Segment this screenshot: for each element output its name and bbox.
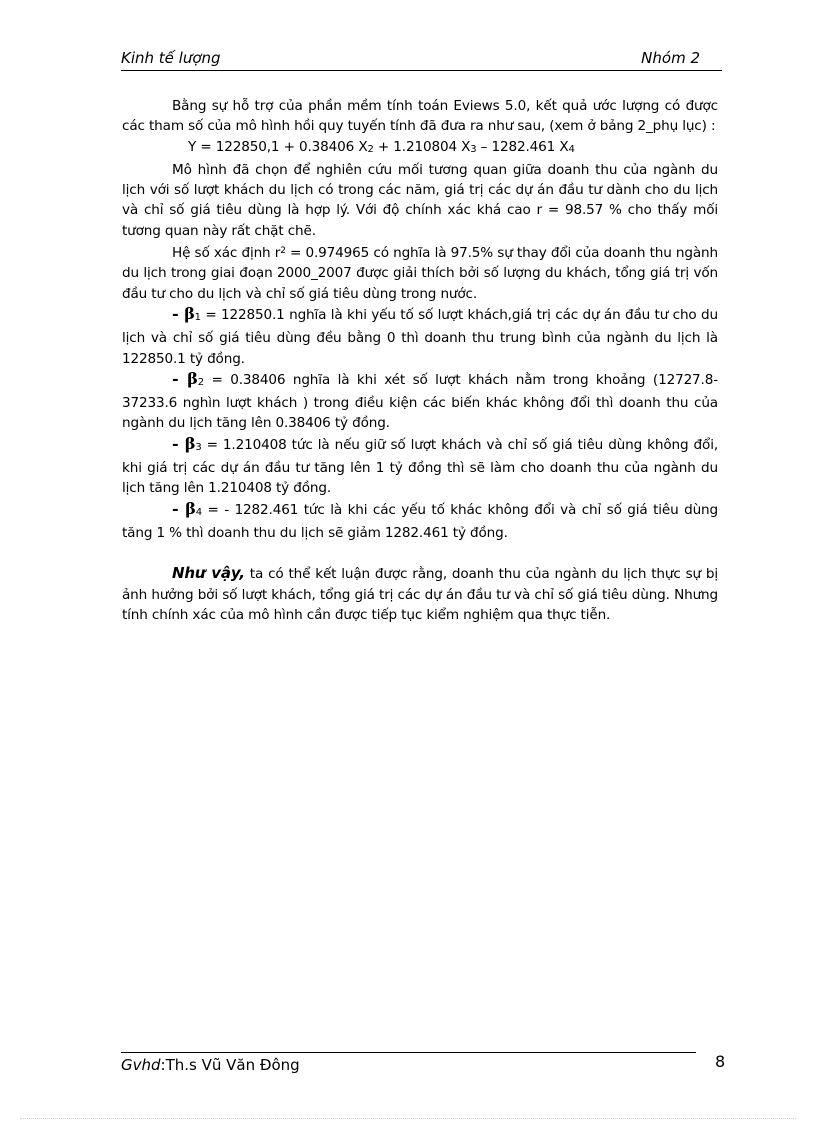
paragraph-beta-1: - $\beta_1 = 122850.1$ nghĩa là khi yếu tố số lượt khách,giá trị các dự án đầu tư cho du lịch và chỉ số giá tiêu dùng đều bằng 0 thì doanh thu trung bình của ngành du lịch là 122850.1 tỷ đồng. <box>122 303 718 367</box>
regression-formula: Y = 122850,1 + 0.38406 $X_2 + 1.210804$ $X_3 - 1282.461$ $X_4$ <box>188 138 575 155</box>
paragraph-conclusion: Như vậy, ta có thể kết luận được rằng, doanh thu của ngành du lịch thực sự bị ảnh hưởng bởi số lượt khách, tổng giá trị các dự án đầu tư và chỉ số giá tiêu dùng. Nhưng tính chính xác của mô hình cần được tiếp tục kiểm nghiệm qua thực tiễn. <box>122 564 718 623</box>
paragraph-beta-4: - $\beta_4$ = - 1282.461 tức là khi các yếu tố khác không đổi và chỉ số giá tiêu dùng tăng 1 % thì doanh thu du lịch sẽ giảm 1282.461 tỷ đồng. <box>122 498 718 541</box>
page-edge-divider <box>20 1118 796 1119</box>
beta-symbol: β <box>185 498 196 518</box>
beta-symbol: β <box>184 433 196 453</box>
conclusion-lead: Như vậy, <box>172 564 245 583</box>
beta-symbol: β <box>187 368 198 388</box>
beta-symbol: β <box>184 303 195 323</box>
page-number: 8 <box>715 1052 726 1071</box>
header-group-name: Nhóm 2 <box>641 49 700 67</box>
paragraph-beta-3: - $\beta_3 = 1.210408$ tức là nếu giữ số lượt khách và chỉ số giá tiêu dùng không đổi, khi giá trị các dự án đầu tư tăng lên 1 tỷ đồng thì sẽ làm cho doanh thu của ngành du lịch tăng lên 1.210408 tỷ đồng. <box>122 433 718 497</box>
paragraph-r-squared: Hệ số xác định $r^2 = 0.974965$ có nghĩa là 97.5% sự thay đổi của doanh thu ngành du lịch trong giai đoạn 2000_2007 được giải thích bởi số lượng du khách, tổng giá trị vốn đầu tư cho du lịch và chỉ số giá tiêu dùng trong nước. <box>122 245 718 302</box>
footer-advisor: Gvhd:Th.s Vũ Văn Đông <box>121 1056 300 1074</box>
paragraph-eviews-intro: Bằng sự hỗ trợ của phần mềm tính toán Eviews 5.0, kết quả ước lượng có được các tham số của mô hình hồi quy tuyến tính đã đưa ra như sau, (xem ở bảng 2_phụ lục) : <box>122 98 718 135</box>
header-course-title: Kinh tế lượng <box>121 49 221 67</box>
paragraph-model-choice: Mô hình đã chọn để nghiên cứu mối tương quan giữa doanh thu của ngành du lịch với số lượt khách du lịch có trong các năm, giá trị các dự án đầu tư dành cho du lịch và chỉ số giá tiêu dùng là hợp lý. Với độ chính xác khá cao r = 98.57 % cho thấy mối tương quan này rất chặt chẽ. <box>122 161 718 239</box>
page-header <box>121 48 722 71</box>
page-body <box>122 96 718 625</box>
page-footer <box>121 1052 696 1074</box>
paragraph-beta-2: - $\beta_2 = 0.38406$ nghĩa là khi xét số lượt khách nằm trong khoảng (12727.8-37233.6 nghìn lượt khách ) trong điều kiện các biến khác không đổi thì doanh thu của ngành du lịch tăng lên 0.38406 tỷ đồng. <box>122 368 718 432</box>
